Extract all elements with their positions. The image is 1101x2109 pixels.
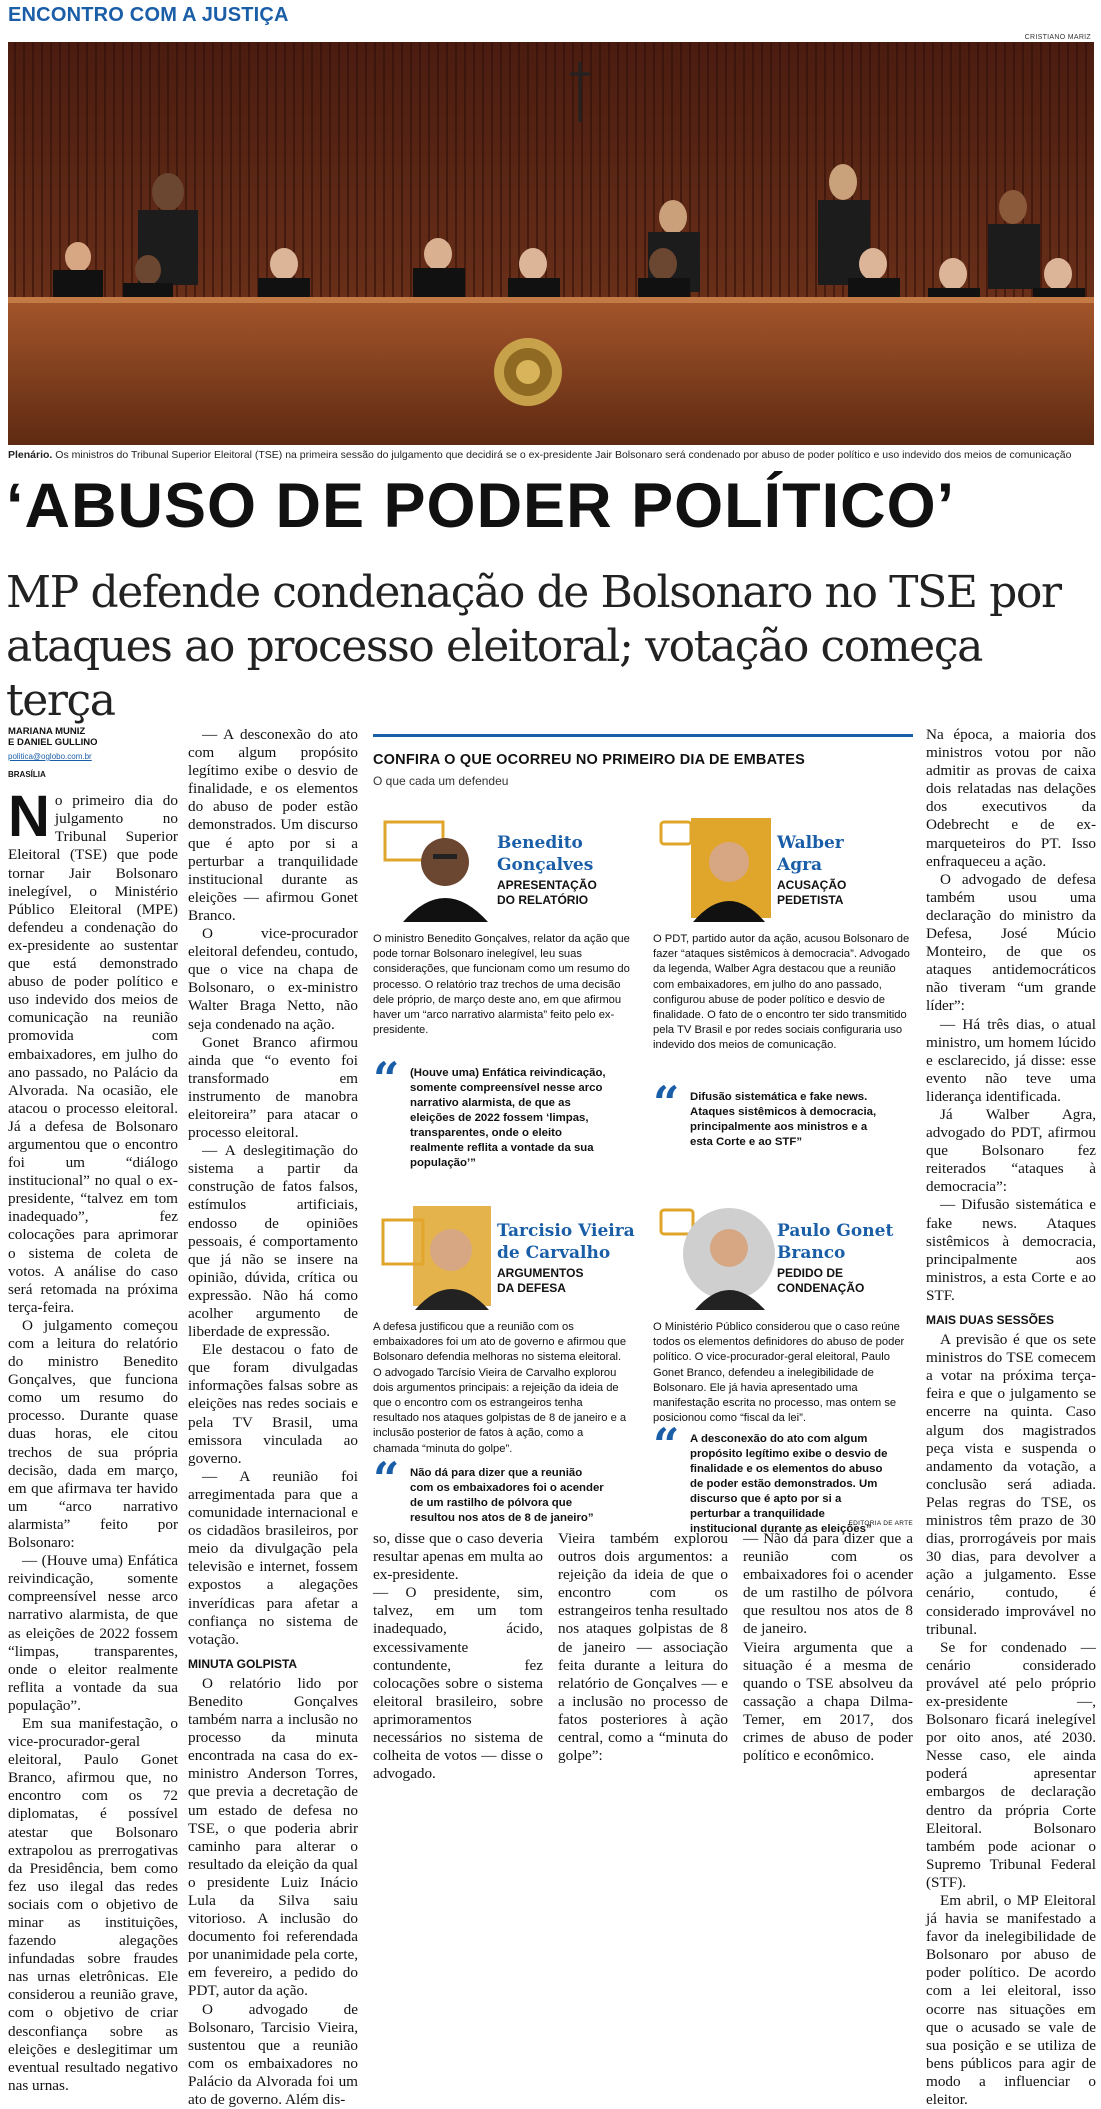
quote-mark-icon: “: [373, 1052, 400, 1106]
photo-credit: CRISTIANO MARIZ: [1024, 34, 1091, 41]
portrait-paulo-icon: [653, 1202, 773, 1310]
portrait-walber-icon: [653, 814, 773, 922]
person-card-benedito: Benedito Gonçalves APRESENTAÇÃO DO RELATÓRIO O ministro Benedito Gonçalves, relator da ação que pode tornar Bolsonaro inelegível, leu suas considerações, que funcionam como um resumo do processo. O relatório traz trechos de uma decisão dele próprio, de março deste ano, em que afirmou haver um “arco narrativo alarmista” feito pelo ex-presidente. “ (Houve uma) Enfática reivindicação, somente compreensível nesse arco narrativo alarmista, de que as eleições de 2022 fossem ‘limpas, transparentes, onde o eleito realmente reflita a vontade da sua população’”: [373, 814, 635, 1184]
quote-mark-icon: “: [653, 1418, 680, 1472]
infobox: [373, 734, 913, 1535]
person-role: PEDIDO DE CONDENAÇÃO: [777, 1266, 865, 1295]
person-role: ARGUMENTOS DA DEFESA: [497, 1266, 584, 1295]
paragraph: O advogado de Bolsonaro, Tarcisio Vieira, sustentou que a reunião com os embaixadores no Palácio da Alvorada foi um ato de governo. Além dis-: [188, 2000, 358, 2109]
person-card-walber: Walber Agra ACUSAÇÃO PEDETISTA O PDT, partido autor da ação, acusou Bolsonaro de fazer “ataques sistêmicos à democracia”. Advogado da legenda, Walber Agra destacou que a reunião com embaixadores, em julho do ano passado, configurou abuse de poder político e desvio de finalidade. O fato de o encontro ter sido transmitido pela TV Brasil e por redes sociais configuraria uso indevido dos meios de comunicação. “ Difusão sistemática e fake news. Ataques sistêmicos à democracia, principalmente aos ministros e a esta Corte e ao STF”: [653, 814, 915, 1184]
person-name: Walber Agra: [777, 833, 844, 875]
person-description: O Ministério Público considerou que o caso reúne todos os elementos definidores do abuso de poder político. O vice-procurador-geral eleitoral, Paulo Gonet Branco, defendeu a inelegibilidade de Bolsonaro. Ele já havia apresentado uma manifestação escrita no processo, mas ontem se posicionou como “fiscal da lei”.: [653, 1321, 905, 1425]
person-card-tarcisio: Tarcisio Vieira de Carvalho ARGUMENTOS DA DEFESA A defesa justificou que a reunião com os embaixadores foi um ato de governo e afirmou que Bolsonaro defendia melhoras no sistema eleitoral. O advogado Tarcísio Vieira de Carvalho explorou dois argumentos principais: a rejeição da ideia de que o encontro com os estrangeiros tenha resultado nos ataques golpistas de 8 de janeiro e a inclusão posterior de fatos à ação, como a chamada “minuta do golpe”. “ Não dá para dizer que a reunião com os embaixadores foi o acender de um rastilho de pólvora que resultou nos atos de 8 de janeiro”: [373, 1202, 635, 1522]
paragraph: O relatório lido por Benedito Gonçalves também narra a inclusão no processo da minuta encontrada na casa do ex-ministro Anderson Torres, que previa a decretação de um estado de defesa no TSE, o que poderia abrir caminho para alterar o resultado da eleição da qual o presidente Luiz Inácio Lula da Silva saiu vitorioso. A inclusão do documento foi referendada por unanimidade pela corte, em fevereiro, a pedido do PDT, autor da ação.: [188, 1674, 358, 2000]
section-heading: MAIS DUAS SESSÕES: [926, 1313, 1055, 1327]
paragraph: O julgamento começou com a leitura do relatório do ministro Benedito Gonçalves, que funciona como um resumo do processo. Durante quase duas horas, ele citou trechos de sua própria decisão, dada em março, em que afirmava ter havido um “arco narrativo alarmista” feito por Bolsonaro:: [8, 1316, 178, 1552]
paragraph: Se for condenado — cenário considerado provável até pelo próprio ex-presidente —, Bolsonaro ficará inelegível por oito anos, até 2030. Nesse caso, ele ainda poderá apresentar embargos de declaração dentro da própria Corte Eleitoral. Bolsonaro também pode acionar o Supremo Tribunal Federal (STF).: [926, 1638, 1096, 1891]
paragraph: — A reunião foi arregimentada para que a comunidade internacional e os cidadãos brasileiros, por meio da divulgação pela televisão e internet, fossem expostos a alegações inverídicas para afetar a confiança no sistema de votação.: [188, 1467, 358, 1648]
paragraph: Em abril, o MP Eleitoral já havia se manifestado a favor da inelegibilidade de Bolsonaro por abuso de poder político. De acordo com a lei eleitoral, isso ocorre nas situações em que o acusado se vale de sua posição e se utiliza de bens públicos para agir de modo a influenciar o eleitor.: [926, 1892, 1096, 2109]
author-email-link[interactable]: politica@oglobo.com.br: [8, 752, 92, 761]
headline: ‘ABUSO DE PODER POLÍTICO’: [6, 471, 956, 541]
column-1: [8, 726, 178, 2094]
box-subtitle: O que cada um defendeu: [373, 774, 509, 788]
caption-text: Os ministros do Tribunal Superior Eleitoral (TSE) na primeira sessão do julgamento que decidirá se o ex-presidente Jair Bolsonaro será condenado por abuso de poder político e uso indevido dos meios de comunicação: [52, 449, 1072, 461]
portrait-tarcisio-icon: [373, 1202, 493, 1310]
bottom-column-2: Vieira também explorou outros dois argumentos: a rejeição da ideia de que o encontro com os estrangeiros tenha resultado nos ataques golpistas de 8 de janeiro — associação feita durante a leitura do relatório de Gonçalves — e a inclusão no processo de fatos posteriores à ação central, como a “minuta do golpe”:: [558, 1530, 728, 1765]
person-description: O PDT, partido autor da ação, acusou Bolsonaro de fazer “ataques sistêmicos à democracia”. Advogado da legenda, Walber Agra destacou que a reunião com embaixadores, em julho do ano passado, configurou abuse de poder político e desvio de finalidade. O fato de o encontro ter sido transmitido pela TV Brasil e por redes sociais configuraria uso indevido dos meios de comunicação.: [653, 933, 910, 1052]
paragraph: — A desconexão do ato com algum propósito legítimo exibe o desvio de finalidade, e os elementos do abuso de poder estão demonstrados. Um discurso que é apto por si a perturbar a tranquilidade institucional durante as eleições — afirmou Gonet Branco.: [188, 726, 358, 924]
bottom-column-3: — Não dá para dizer que a reunião com os embaixadores foi o acender de um rastilho de pólvora que resultou nos atos de 8 de janeiro. Vieira argumenta que a situação é a mesma de quando o TSE absolveu da cassação a chapa Dilma-Temer, em 2017, dos crimes de abuso de poder político e econômico.: [743, 1530, 913, 1765]
person-description: A defesa justificou que a reunião com os embaixadores foi um ato de governo e afirmou que Bolsonaro defendia melhoras no sistema eleitoral. O advogado Tarcísio Vieira de Carvalho explorou dois argumentos principais: a rejeição da ideia de que o encontro com os estrangeiros tenha resultado nos ataques golpistas de 8 de janeiro e a inclusão posterior de fatos à ação, como a chamada “minuta do golpe”.: [373, 1321, 627, 1455]
person-role: APRESENTAÇÃO DO RELATÓRIO: [497, 878, 597, 907]
byline-author-1: MARIANA MUNIZ: [8, 726, 86, 737]
drop-cap: N: [8, 784, 50, 850]
photo-caption: [8, 449, 1094, 461]
portrait-benedito-icon: [373, 814, 493, 922]
plenary-photo: [8, 42, 1094, 445]
paragraph: — Há três dias, o atual ministro, um homem lúcido e esclarecido, já disse: esse evento não teve uma liderança identificada.: [926, 1015, 1096, 1105]
person-card-paulo: Paulo Gonet Branco PEDIDO DE CONDENAÇÃO O Ministério Público considerou que o caso reúne todos os elementos definidores do abuso de poder político. O vice-procurador-geral eleitoral, Paulo Gonet Branco, defendeu a inelegibilidade de Bolsonaro. Ele já havia apresentado uma manifestação escrita no processo, mas ontem se posicionou como “fiscal da lei”. “ A desconexão do ato com algum propósito legítimo exibe o desvio de finalidade e os elementos do abuso de poder estão demonstrados. Um discurso que é apto por si a perturbar a tranquilidade institucional durante as eleições”: [653, 1202, 915, 1522]
column-2: [188, 726, 358, 2109]
dateline-city: BRASÍLIA: [8, 770, 46, 780]
caption-lead: Plenário.: [8, 449, 53, 461]
bottom-column-1: so, disse que o caso deveria resultar apenas em multa ao ex-presidente. — O presidente, sim, talvez, em um tom inadequado, ácido, excessivamente contundente, fez colocações sobre o sistema eleitoral brasileiro, sobre aprimoramentos necessários no sistema de colheita de votos — disse o advogado.: [373, 1530, 543, 1783]
paragraph: Já Walber Agra, advogado do PDT, afirmou que Bolsonaro fez reiterados “ataques à democracia”:: [926, 1105, 1096, 1196]
paragraph: — A deslegitimação do sistema a partir da construção de fatos falsos, estímulos artificiais, endosso de opiniões pessoais, é comportamento que já não se insere na opinião, dúvida, crítica ou expressão. Não há como acolher argumento de liberdade de expressão.: [188, 1142, 358, 1341]
quote-mark-icon: “: [653, 1076, 680, 1130]
paragraph: A previsão é que os sete ministros do TSE comecem a votar na próxima terça-feira e que o julgamento se encerre na quinta. Caso algum dos magistrados peça vista e suspenda o andamento da votação, a conclusão será adiada. Pelas regras do TSE, os ministros têm prazo de 30 dias, prorrogáveis por mais 30 dias, para devolver a ação a julgamento. Esse cenário, contudo, é considerado improvável no tribunal.: [926, 1331, 1096, 1638]
paragraph: — Difusão sistemática e fake news. Ataques sistêmicos à democracia, principalmente aos ministros, a esta Corte e ao STF.: [926, 1196, 1096, 1304]
lead-paragraph: No primeiro dia do julgamento no Tribunal Superior Eleitoral (TSE) que pode tornar Jair Bolsonaro inelegível, o Ministério Público Eleitoral (MPE) defendeu a condenação do ex-presidente ao sustentar que está demonstrado abuso de poder político e uso indevido dos meios de comunicação na reunião promovida com embaixadores, em julho do ano passado, no Palácio da Alvorada. Na ocasião, ele atacou o processo eleitoral. Já a defesa de Bolsonaro argumentou que o encontro foi um “diálogo institucional” no qual o ex-presidente, “talvez em tom inadequado”, fez colocações para aprimorar o sistema de coleta de votos. A análise do caso será retomada na próxima terça-feira.: [8, 784, 178, 1316]
paragraph: Em sua manifestação, o vice-procurador-geral eleitoral, Paulo Gonet Branco, afirmou que, no encontro com os 72 diplomatas, é possível atestar que Bolsonaro extrapolou as prerrogativas da Presidência, bem como fez uso ilegal das redes sociais com o objetivo de minar as instituições, fazendo alegações infundadas sobre fraudes nas urnas eletrônicas. Ele considerou a reunião grave, com o objetivo de criar desconfiança sobre as eleições e deslegitimar um eventual resultado negativo nas urnas.: [8, 1714, 178, 2094]
person-name: Tarcisio Vieira de Carvalho: [497, 1221, 635, 1263]
person-role: ACUSAÇÃO PEDETISTA: [777, 878, 847, 907]
paragraph: Gonet Branco afirmou ainda que “o evento foi transformado em instrumento de manobra eleitoreira” para atacar o processo eleitoral.: [188, 1033, 358, 1142]
subhead: MP defende condenação de Bolsonaro no TSE por ataques ao processo eleitoral; votação começa terça: [6, 567, 1061, 726]
box-rule: [373, 734, 913, 737]
paragraph: — (Houve uma) Enfática reivindicação, somente compreensível nesse arco narrativo alarmista, de que as eleições de 2022 fossem “limpas, transparentes, onde o eleitor realmente reflita a vontade da sua população”.: [8, 1552, 178, 1714]
section-tag: ENCONTRO COM A JUSTIÇA: [8, 4, 289, 26]
person-name: Benedito Gonçalves: [497, 833, 594, 875]
column-5: [926, 726, 1096, 2109]
art-credit: EDITORIA DE ARTE: [848, 1520, 913, 1527]
paragraph: O advogado de defesa também usou uma declaração do ministro da Defesa, José Múcio Monteiro, de que os ataques antidemocráticos não tiveram “um grande líder”:: [926, 870, 1096, 1015]
paragraph: Na época, a maioria dos ministros votou por não admitir as provas de caixa dois relatadas nas delações dos executivos da Odebrecht e de ex-marqueteiros do PT. Isso enfraqueceu a ação.: [926, 726, 1096, 870]
quote-mark-icon: “: [373, 1452, 400, 1506]
paragraph: O vice-procurador eleitoral defendeu, contudo, que o vice na chapa de Bolsonaro, o ex-ministro Walter Braga Netto, não seja condenado na ação.: [188, 925, 358, 1033]
section-heading: MINUTA GOLPISTA: [188, 1656, 298, 1671]
person-description: O ministro Benedito Gonçalves, relator da ação que pode tornar Bolsonaro inelegível, leu suas considerações, que funcionam como um resumo do processo. O relatório traz trechos de uma decisão dele próprio, de março deste ano, em que afirmou haver um “arco narrativo alarmista” feito pelo ex-presidente.: [373, 933, 630, 1037]
box-title: CONFIRA O QUE OCORREU NO PRIMEIRO DIA DE EMBATES: [373, 752, 805, 768]
paragraph: Ele destacou o fato de que foram divulgadas informações falsas sobre as eleições nas redes sociais e pela TV Brasil, uma emissora vinculada ao governo.: [188, 1341, 358, 1467]
person-name: Paulo Gonet Branco: [777, 1221, 894, 1263]
byline-author-2: E DANIEL GULLINO: [8, 737, 98, 748]
